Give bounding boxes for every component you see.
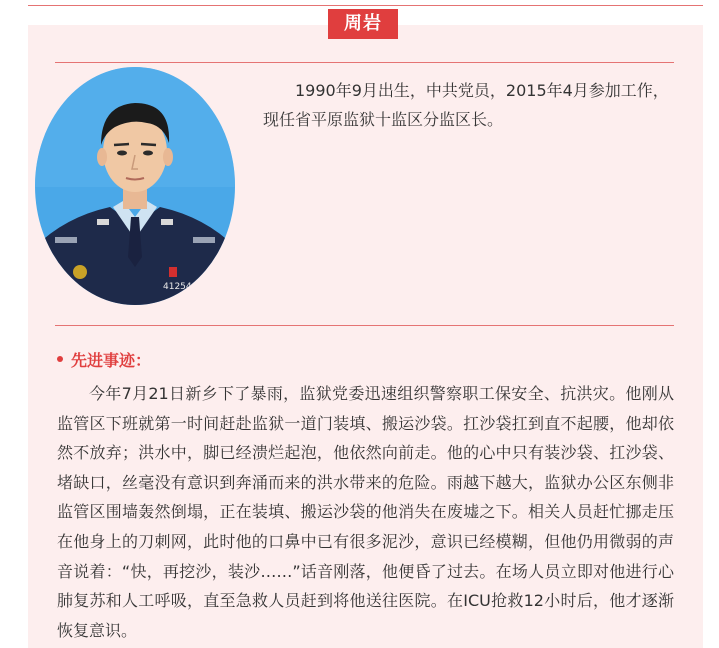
bullet-dot-icon: [57, 356, 63, 362]
story-text: 今年7月21日新乡下了暴雨，监狱党委迅速组织警察职工保安全、抗洪灾。他刚从监管区下班就第一时间赶赴监狱一道门装填、搬运沙袋。扛沙袋扛到直不起腰，他却依然不放弃；洪水中，脚已经溃烂起泡，他依然向前走。他的心中只有装沙袋、扛沙袋、堵缺口，丝毫没有意识到奔涌而来的洪水带来的危险。雨越下越大，监狱办公区东侧非监管区围墙轰然倒塌，正在装填、搬运沙袋的他消失在废墟之下。相关人员赶忙挪走压在他身上的刀刺网，此时他的口鼻中已有很多泥沙，意识已经模糊，但他仍用微弱的声音说着：“快，再挖沙，装沙……”话音刚落，他便昏了过去。在场人员立即对他进行心肺复苏和人工呼吸，直至急救人员赶到将他送往医院。在ICU抢救12小时后，他才逐渐恢复意识。: [57, 384, 674, 640]
section-title-label: 先进事迹：: [71, 350, 152, 370]
bio-text: 1990年9月出生，中共党员，2015年4月参加工作，现任省平原监狱十监区分监区长。: [263, 81, 669, 129]
divider-upper: [55, 62, 674, 63]
section-title: [57, 347, 151, 371]
divider-lower: [55, 325, 674, 326]
name-tag: 周岩: [328, 9, 398, 39]
badge-number: 4125463: [163, 282, 204, 292]
portrait-photo: [35, 67, 235, 305]
top-divider: [28, 5, 703, 6]
